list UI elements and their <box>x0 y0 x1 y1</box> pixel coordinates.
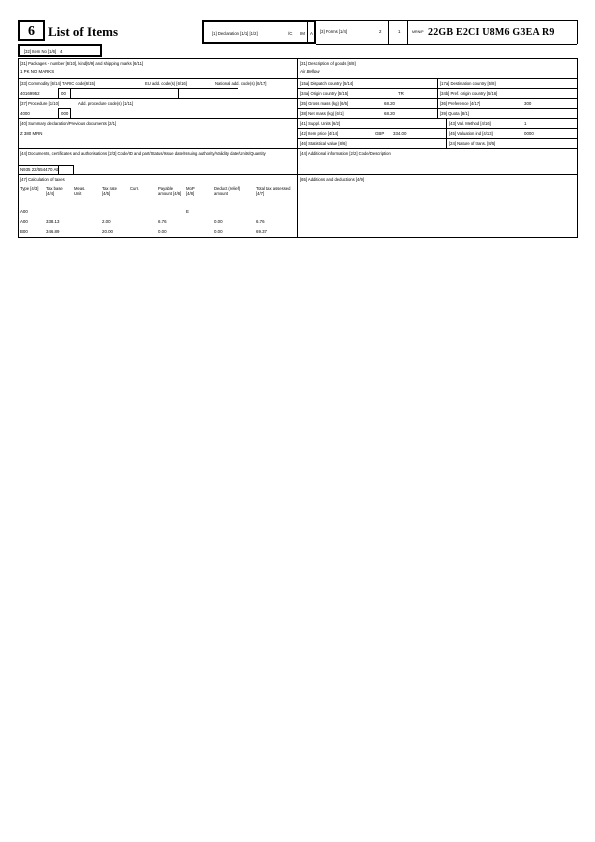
additional-info-label: [44] Additional information [2/2] Code/Description <box>300 151 391 156</box>
declaration-label: [1] Declaration [1/1] [1/2] <box>212 31 258 36</box>
item-number-value: 4 <box>60 49 63 54</box>
declaration-value: /C <box>288 31 293 36</box>
tax-row-2-type: B00 <box>20 229 28 234</box>
tax-col-type: Type [4/3] <box>20 186 39 191</box>
commodity-label: [33] Commodity [6/14] TARIC code[6/15] <box>20 81 96 86</box>
tax-col-payable: Payable amount [4/6] <box>158 186 182 196</box>
statistical-value-label: [46] Statistical value [8/6] <box>300 141 347 146</box>
add-procedure-code: 000 <box>61 111 69 116</box>
item-price-value: 334.00 <box>393 131 407 136</box>
tax-table <box>20 186 296 236</box>
val-method-value: 1 <box>524 121 527 126</box>
preference-value: 300 <box>524 101 532 106</box>
tax-row-2-total: 69.37 <box>256 229 267 234</box>
origin-country-label: [34a] Origin country [5/15] <box>300 91 349 96</box>
tax-row-1-base: 338.13 <box>46 219 60 224</box>
nature-of-transaction-label: [24] Nature of trans. [8/5] <box>449 141 496 146</box>
item-number-label: [32] Item No [1/6] <box>24 49 57 54</box>
documents-value: N935 22/554470 AE <box>20 167 60 172</box>
tax-row-1-rate: 2.00 <box>102 219 111 224</box>
tax-row-2-deduct: 0.00 <box>214 229 223 234</box>
net-mass-label: [38] Net mass (kg) [6/1] <box>300 111 344 116</box>
tax-row-2-payable: 0.00 <box>158 229 167 234</box>
valuation-ind-label: [45] Valuation ind [4/13] <box>449 131 493 136</box>
summary-declaration-label: [40] Summary declaration/Previous documents [2/1] <box>20 121 117 126</box>
item-price-currency: GBP <box>375 131 385 136</box>
tax-col-total: Total tax assessed [4/7] <box>256 186 291 196</box>
tax-calculation-label: [47] Calculation of taxes <box>20 177 65 182</box>
copy-number-box <box>18 20 45 41</box>
forms-value-2: 1 <box>398 29 401 34</box>
goods-description-label: [31] Description of goods [6/8] <box>300 61 356 66</box>
procedure-label: [37] Procedure [1/10] <box>20 101 60 106</box>
tax-row-1-type: A00 <box>20 219 28 224</box>
tax-row-0-type: A00 <box>20 209 28 214</box>
item-number-box <box>18 44 102 57</box>
origin-country-value: TR <box>398 91 404 96</box>
declaration-code: A <box>310 31 313 36</box>
summary-declaration-value: Z 380 MRN <box>20 131 43 136</box>
tax-row-2-rate: 20.00 <box>102 229 113 234</box>
quota-label: [39] Quota [8/1] <box>440 111 469 116</box>
gross-mass-label: [35] Gross mass (kg) [6/5] <box>300 101 349 106</box>
tax-col-deduct: Deduct (relief) amount <box>214 186 241 196</box>
forms-label: [3] Forms [1/4] <box>320 29 347 34</box>
commodity-code: 40169952 <box>20 91 40 96</box>
pref-origin-country-label: [34b] Pref. origin country [5/16] <box>440 91 498 96</box>
tax-col-currency: Curr. <box>130 186 140 191</box>
declaration-box <box>202 20 316 44</box>
tax-row-1-payable: 6.76 <box>158 219 167 224</box>
tax-col-base: Tax base [4/4] <box>46 186 63 196</box>
item-price-label: [42] Item price [4/14] <box>300 131 339 136</box>
taric-code: 00 <box>61 91 66 96</box>
tax-row-1-total: 6.76 <box>256 219 265 224</box>
procedure-code: 4000 <box>20 111 30 116</box>
copy-number: 6 <box>28 24 35 39</box>
declaration-type: IM <box>300 31 305 36</box>
goods-description-value: Air Bellow <box>300 69 320 74</box>
destination-country-label: [17a] Destination country [5/8] <box>440 81 496 86</box>
tax-row-0-mop: E <box>186 209 189 214</box>
preference-label: [36] Preference [4/17] <box>440 101 481 106</box>
suppl-units-label: [41] Suppl. Units [6/2] <box>300 121 341 126</box>
mrn-value: 22GB E2CI U8M6 G3EA R9 <box>428 27 555 38</box>
tax-col-rate: Tax rate [4/5] <box>102 186 117 196</box>
national-add-code-label: National add. code(s) [6/17] <box>215 81 267 86</box>
valuation-ind-value: 0000 <box>524 131 534 136</box>
net-mass-value: 68.20 <box>384 111 395 116</box>
page-title: List of Items <box>48 24 119 39</box>
additions-deductions-label: [65] Additions and deductions [4/9] <box>300 177 365 182</box>
tax-row-1-deduct: 0.00 <box>214 219 223 224</box>
forms-value-1: 2 <box>379 29 382 34</box>
dispatch-country-label: [15a] Dispatch country [5/14] <box>300 81 354 86</box>
documents-label: [44] Documents, certificates and authorisations [2/3] Code/ID and part/Status/Issue date/Issuing authority/Validity date/Units/Quantity <box>20 151 266 156</box>
eu-add-code-label: EU add. code(s) [6/16] <box>145 81 187 86</box>
gross-mass-value: 68.20 <box>384 101 395 106</box>
packages-value: 1 PK NO MARKS <box>20 69 55 74</box>
mrn-label: MRN/P <box>412 30 424 34</box>
tax-col-mop: MoP [4/8] <box>186 186 195 196</box>
tax-row-2-base: 346.89 <box>46 229 60 234</box>
packages-label: [31] Packages - number [6/10], kind[6/9] and shipping marks [6/11] <box>20 61 144 66</box>
val-method-label: [43] Val. Method [4/16] <box>449 121 491 126</box>
add-procedure-label: Add. procedure code(s) [1/11] <box>78 101 134 106</box>
tax-col-unit: Meas. Unit <box>74 186 86 196</box>
